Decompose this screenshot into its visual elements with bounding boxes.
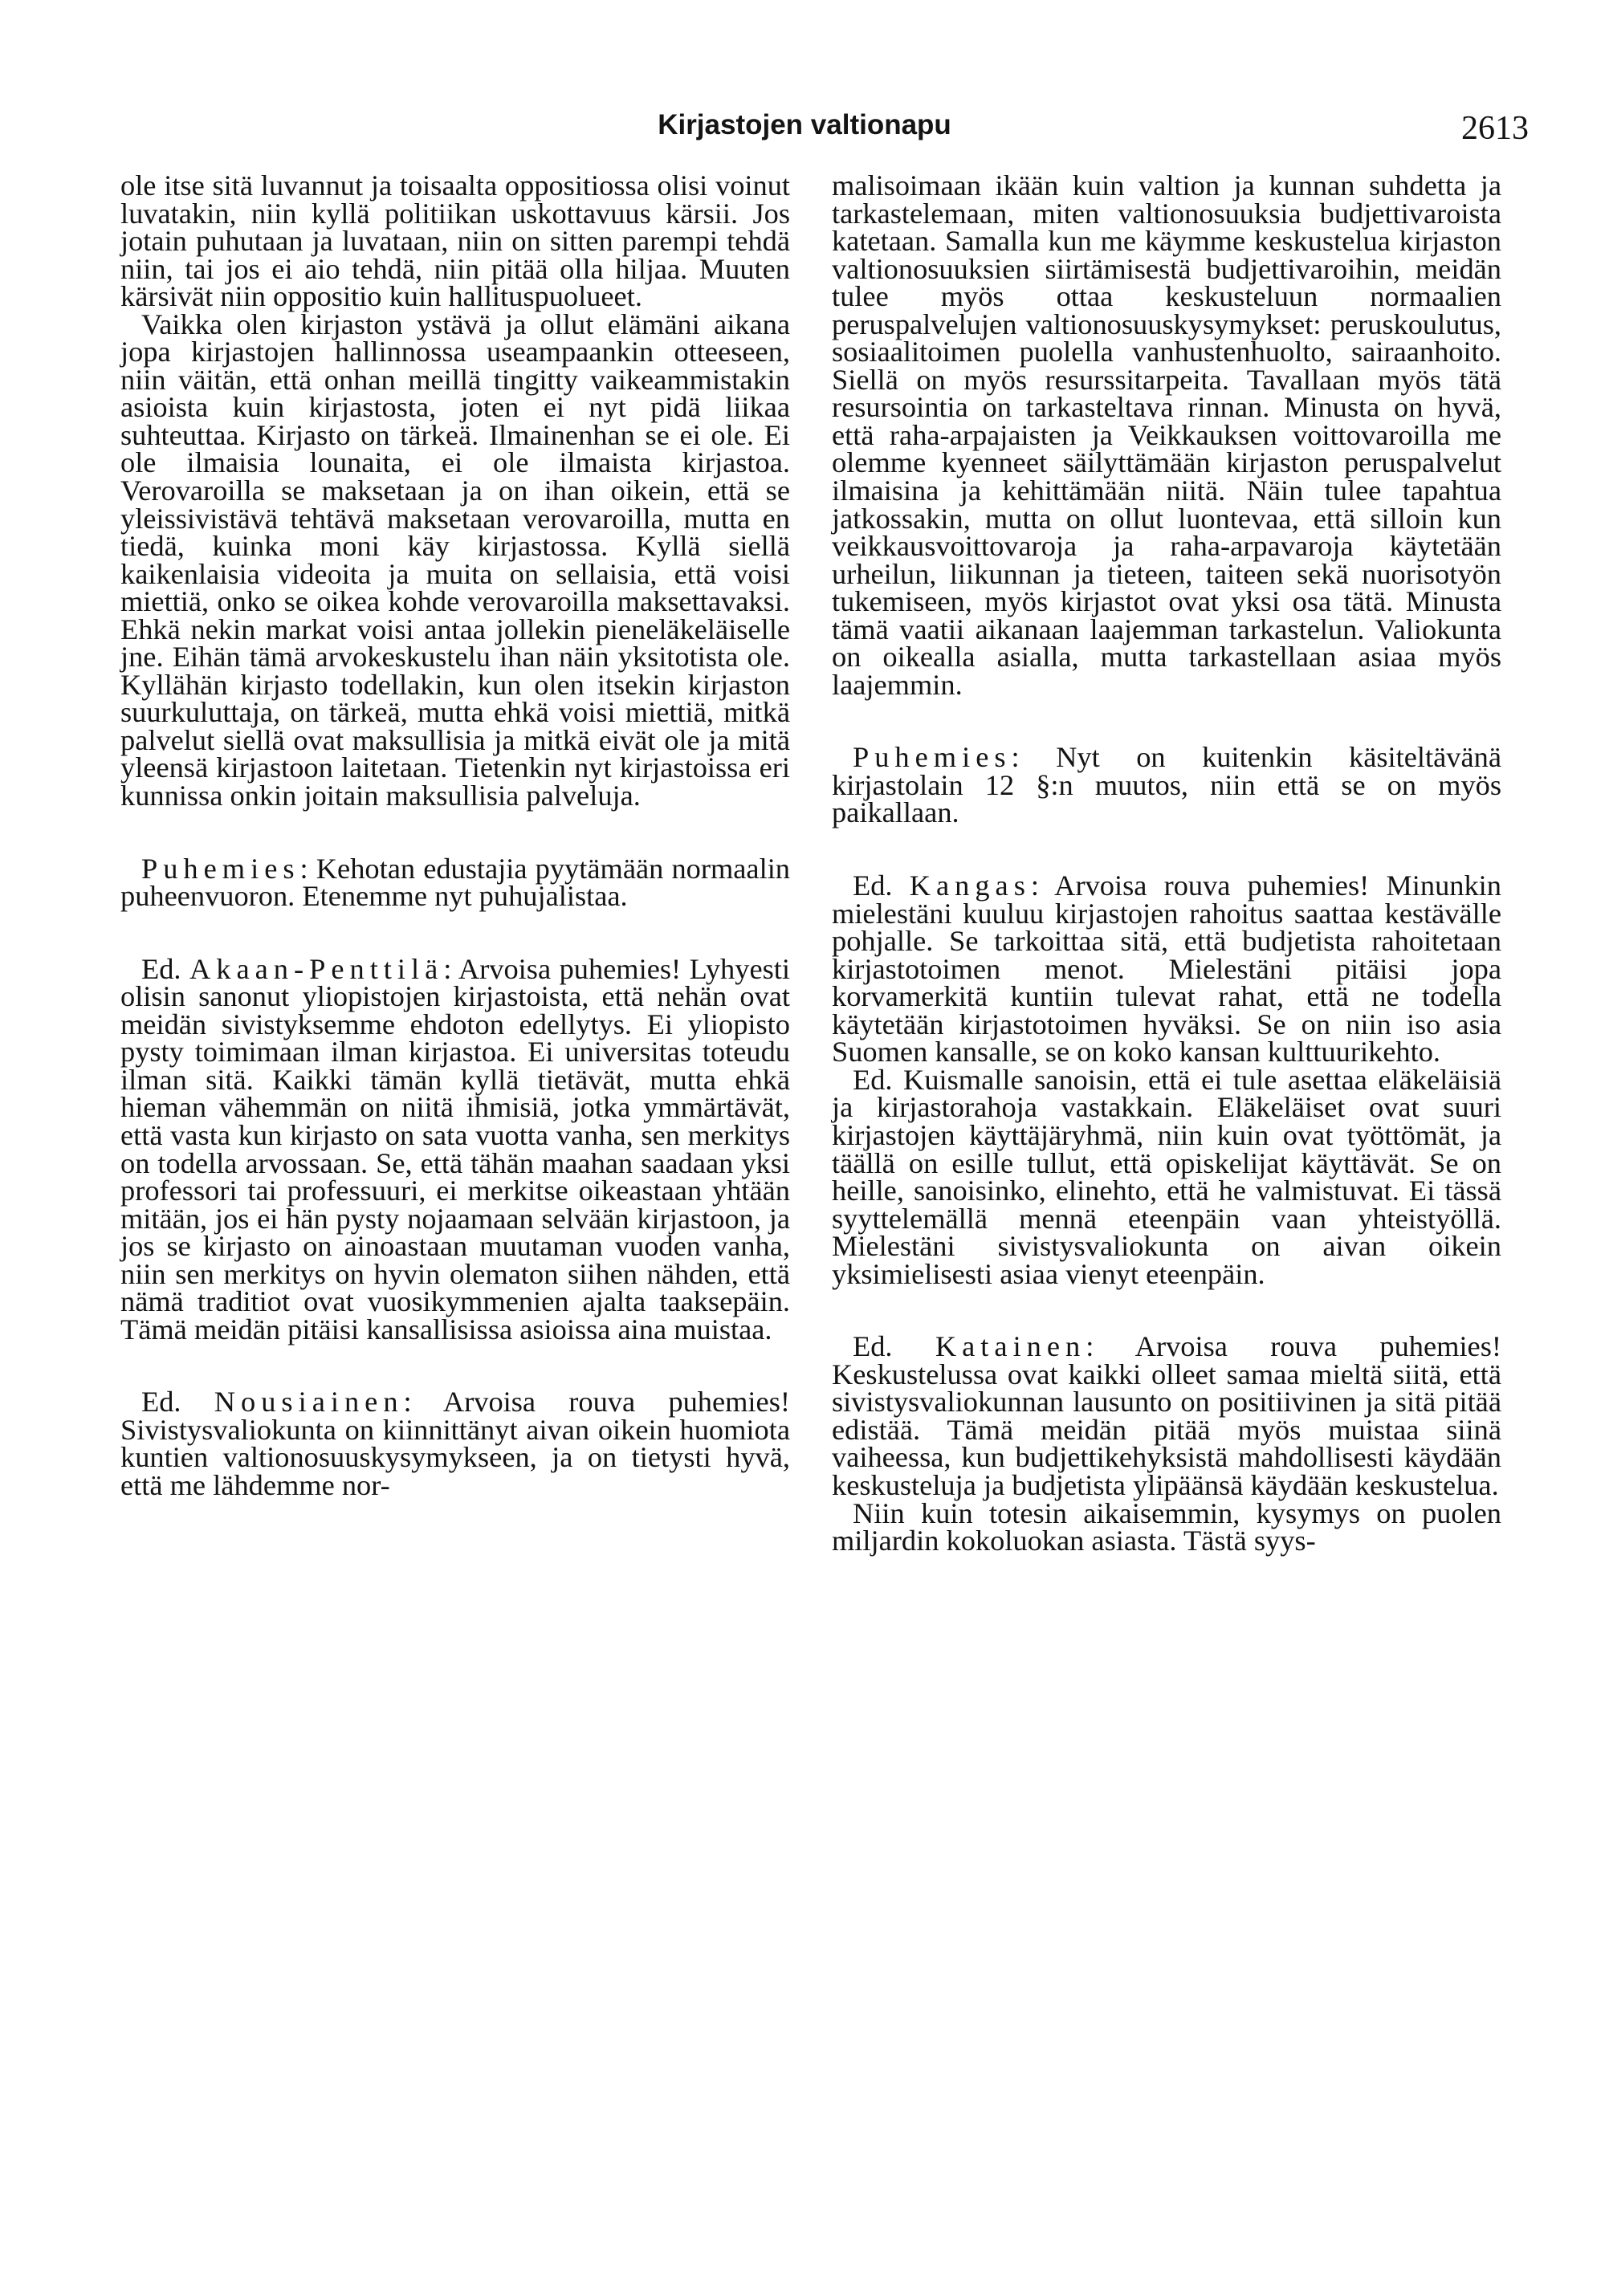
speech-text: : Kehotan edustajia pyytämään normaalin puheenvuoron. Etenemme nyt puhujalistaa. — [120, 852, 790, 913]
speaker-prefix: Ed. — [141, 1386, 181, 1419]
paragraph: Vaikka olen kirjaston ystävä ja ollut elämäni aikana jopa kirjastojen hallinnossa useampaankin otteeseen, niin väitän, että onhan meillä tingitty vaikeammistakin asioista kuin kirjastosta, joten ei nyt pidä liikaa suhteuttaa. Kirjasto on tärkeä. Ilmainenhan se ei ole. Ei ole ilmaisia lounaita, ei ole ilmaista kirjastoa. Verovaroilla se maksetaan ja on ihan oikein, että se yleissivistävä tehtävä maksetaan verovaroilla, mutta en tiedä, kuinka moni käy kirjastossa. Kyllä siellä kaikenlaisia videoita ja muita on sellaisia, että voisi miettiä, onko se oikea kohde verovaroilla maksettavaksi. Ehkä nekin markat voisi antaa jollekin pieneläkeläiselle jne. Eihän tämä arvokeskustelu ihan näin yksitotista ole. Kyllähän kirjasto todellakin, kun olen itsekin kirjaston suurkuluttaja, on tärkeä, mutta ehkä voisi miettiä, mitkä palvelut siellä ovat maksullisia ja mitkä eivät ole ja mitä yleensä kirjastoon laitetaan. Tietenkin nyt kirjastoissa eri kunnissa onkin joitain maksullisia palveluja. — [120, 307, 790, 812]
speaker-name: Kangas — [909, 869, 1031, 902]
speech-text: : Nyt on kuitenkin käsiteltävänä kirjastolain 12 §:n muutos, niin että se on myös paikallaan. — [832, 741, 1501, 829]
speech-paragraph — [832, 1330, 1501, 1501]
speaker-prefix: Ed. — [141, 952, 181, 985]
speech-text: : Arvoisa rouva puhemies! Minunkin mielestäni kuuluu kirjastojen rahoitus saattaa kestävälle pohjalle. Se tarkoittaa sitä, että budjetista rahoitetaan kirjastotoimen menot. Mielestäni pitäisi jopa korvamerkitä kuntiin tulevat rahat, että ne todella käytetään kirjastotoimen hyväksi. Se on niin iso asia Suomen kansalle, se on koko kansan kulttuurikehto. — [832, 869, 1501, 1069]
speech-paragraph — [832, 869, 1501, 1069]
speech-paragraph — [832, 743, 1501, 827]
speaker-name: Puhemies — [853, 741, 1012, 774]
paragraph: Ed. Kuismalle sanoisin, että ei tule asettaa eläkeläisiä ja kirjastorahoja vastakkain. Eläkeläiset ovat suuri kirjastojen käyttäjäryhmä, niin kuin ovat työttömät, ja täällä on esille tullut, että opiskelijat käyttävät. Se on heille, sanoisinko, elinehto, että he valmistuvat. Ei tässä syyttelemällä mennä eteenpäin vaan yhteistyöllä. Mielestäni sivistysvaliokunta on aivan oikein yksimielisesti asiaa vienyt eteenpäin. — [832, 1063, 1501, 1290]
page-number: 2613 — [1461, 110, 1529, 147]
running-title: Kirjastojen valtionapu — [658, 109, 951, 140]
speech-text: : Arvoisa puhemies! Lyhyesti olisin sanonut yliopistojen kirjastoista, että nehän ovat meidän sivistyksemme ehdoton edellytys. Ei yliopisto pysty toimimaan ilman kirjastoa. Ei universitas toteudu ilman sitä. Kaikki tämän kyllä tietävät, mutta ehkä hieman vähemmän on niitä ihmisiä, jotka ymmärtävät, että vasta kun kirjasto on sata vuotta vanha, sen merkitys on todella arvossaan. Se, että tähän maahan saadaan yksi professori tai professuuri, ei merkitse oikeastaan yhtään mitään, jos ei hän pysty nojaamaan selvään kirjastoon, ja jos se kirjasto on ainoastaan muutaman vuoden vanha, niin sen merkitys on hyvin olematon siihen nähden, että nämä traditiot ovat vuosikymmenien ajalta taaksepäin. Tämä meidän pitäisi kansallisissa asioissa aina muistaa. — [120, 952, 790, 1345]
speech-paragraph — [120, 852, 790, 913]
speech-paragraph — [120, 1388, 790, 1499]
speaker-name: Nousiainen — [214, 1386, 404, 1419]
speech-text: : Arvoisa rouva puhemies! Sivistysvaliokunta on kiinnittänyt aivan oikein huomiota kuntien valtionosuuskysymykseen, ja on tietysti hyvä, että me lähdemme nor- — [120, 1386, 790, 1501]
left-column — [120, 169, 790, 1501]
paragraph: malisoimaan ikään kuin valtion ja kunnan suhdetta ja tarkastelemaan, miten valtionosuuksia budjettivaroista katetaan. Samalla kun me käymme keskustelua kirjaston valtionosuuksien siirtämisestä budjettivaroihin, meidän tulee myös ottaa keskusteluun normaalien peruspalvelujen valtionosuuskysymykset: peruskoulutus, sosiaalitoimen puolella vanhustenhuolto, sairaanhoito. Siellä on myös resurssitarpeita. Tavallaan myös tätä resursointia on tarkasteltava rinnan. Minusta on hyvä, että raha-arpajaisten ja Veikkauksen voittovaroilla me olemme kyenneet säilyttämään kirjaston peruspalvelut ilmaisina ja kehittämään niitä. Näin tulee tapahtua jatkossakin, mutta on ollut luontevaa, että silloin kun veikkausvoittovaroja ja raha-arpavaroja käytetään urheilun, liikunnan ja tieteen, taiteen sekä nuorisotyön tukemiseen, myös kirjastot ovat yksi osa tätä. Minusta tämä vaatii aikanaan laajemman tarkastelun. Valiokunta on oikealla asialla, mutta tarkastellaan asiaa myös laajemmin. — [832, 169, 1501, 701]
speech-paragraph — [120, 952, 790, 1345]
speaker-prefix: Ed. — [853, 869, 893, 902]
paragraph: ole itse sitä luvannut ja toisaalta oppositiossa olisi voinut luvatakin, niin kyllä politiikan uskottavuus kärsii. Jos jotain puhutaan ja luvataan, niin on sitten parempi tehdä niin, tai jos ei aio tehdä, niin pitää olla hiljaa. Muuten kärsivät niin oppositio kuin hallituspuolueet. — [120, 169, 790, 313]
speech-text: : Arvoisa rouva puhemies! Keskustelussa ovat kaikki olleet samaa mieltä siitä, että sivistysvaliokunnan lausunto on positiivinen ja sitä pitää edistää. Tämä meidän pitää myös muistaa siinä vaiheessa, kun budjettikehyksistä mahdollisesti käydään keskusteluja ja budjetista ylipäänsä käydään keskustelua. — [832, 1330, 1501, 1501]
speaker-name: Puhemies — [141, 852, 300, 885]
speaker-prefix: Ed. — [853, 1330, 893, 1363]
speaker-name: Akaan-Penttilä — [189, 952, 444, 985]
paragraph: Niin kuin totesin aikaisemmin, kysymys on puolen miljardin kokoluokan asiasta. Tästä syys- — [832, 1496, 1501, 1557]
speaker-name: Katainen — [935, 1330, 1086, 1363]
right-column — [832, 169, 1501, 1557]
